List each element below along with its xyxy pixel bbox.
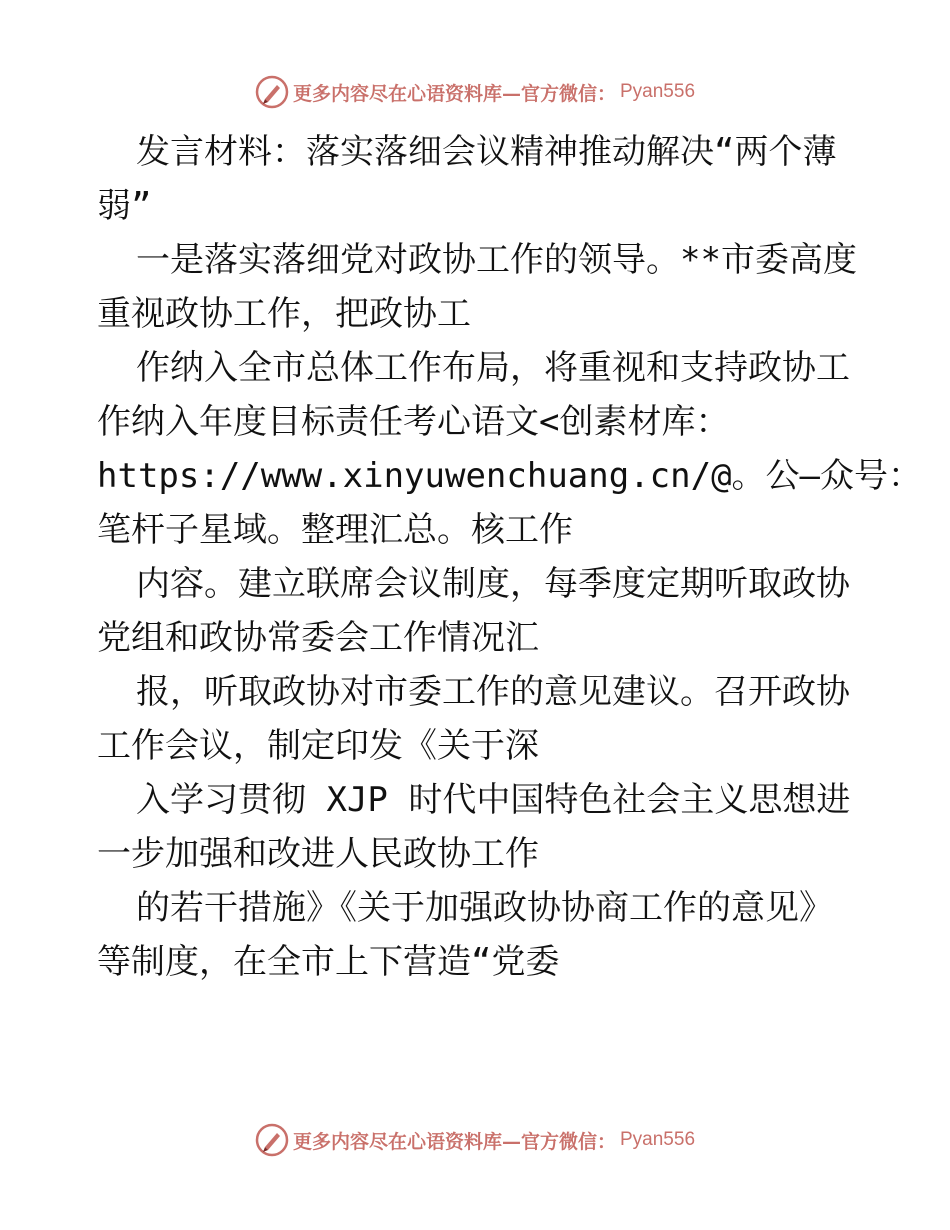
paragraph-line: 一步加强和改进人民政协工作 [97,834,539,874]
banner-text: 更多内容尽在心语资料库—官方微信： [292,1130,616,1153]
paragraph [97,233,857,341]
paragraph-line: 作纳入年度目标责任考心语文<创素材库： [97,402,730,442]
document-body [97,125,923,989]
pen-logo-icon [255,1123,289,1157]
paragraph-line: 党组和政协常委会工作情况汇 [97,618,539,658]
paragraph-line: 入学习贯彻 XJP 时代中国特色社会主义思想进 [136,780,851,820]
paragraph-line: 报，听取政协对市委工作的意见建议。召开政协 [136,672,850,712]
footer-banner [0,1120,950,1160]
banner-wechat-id: Pyan556 [620,81,696,102]
banner-text: 更多内容尽在心语资料库—官方微信： [292,82,616,105]
paragraph-line: https://www.xinyuwenchuang.cn/@。公—众号： [97,456,923,496]
paragraph [97,773,857,881]
title-line: 弱” [97,186,152,226]
document-title [97,125,857,233]
pen-logo-icon [255,75,289,109]
paragraph-line: 作纳入全市总体工作布局，将重视和支持政协工 [136,348,850,388]
paragraph-line: 等制度，在全市上下营造“党委 [97,942,560,982]
banner-wechat-id: Pyan556 [620,1129,696,1150]
paragraph-line: 一是落实落细党对政协工作的领导。**市委高度 [136,240,857,280]
paragraph [97,557,857,665]
paragraph-line: 内容。建立联席会议制度，每季度定期听取政协 [136,564,850,604]
header-banner [0,72,950,112]
paragraph-line: 的若干措施》《关于加强政协协商工作的意见》 [136,888,833,928]
title-line: 发言材料：落实落细会议精神推动解决“两个薄 [136,132,837,172]
paragraph-line: 笔杆子星域。整理汇总。核工作 [97,510,573,550]
paragraph [97,341,923,557]
paragraph-line: 工作会议，制定印发《关于深 [97,726,539,766]
paragraph [97,881,857,989]
paragraph-line: 重视政协工作，把政协工 [97,294,471,334]
paragraph [97,665,857,773]
